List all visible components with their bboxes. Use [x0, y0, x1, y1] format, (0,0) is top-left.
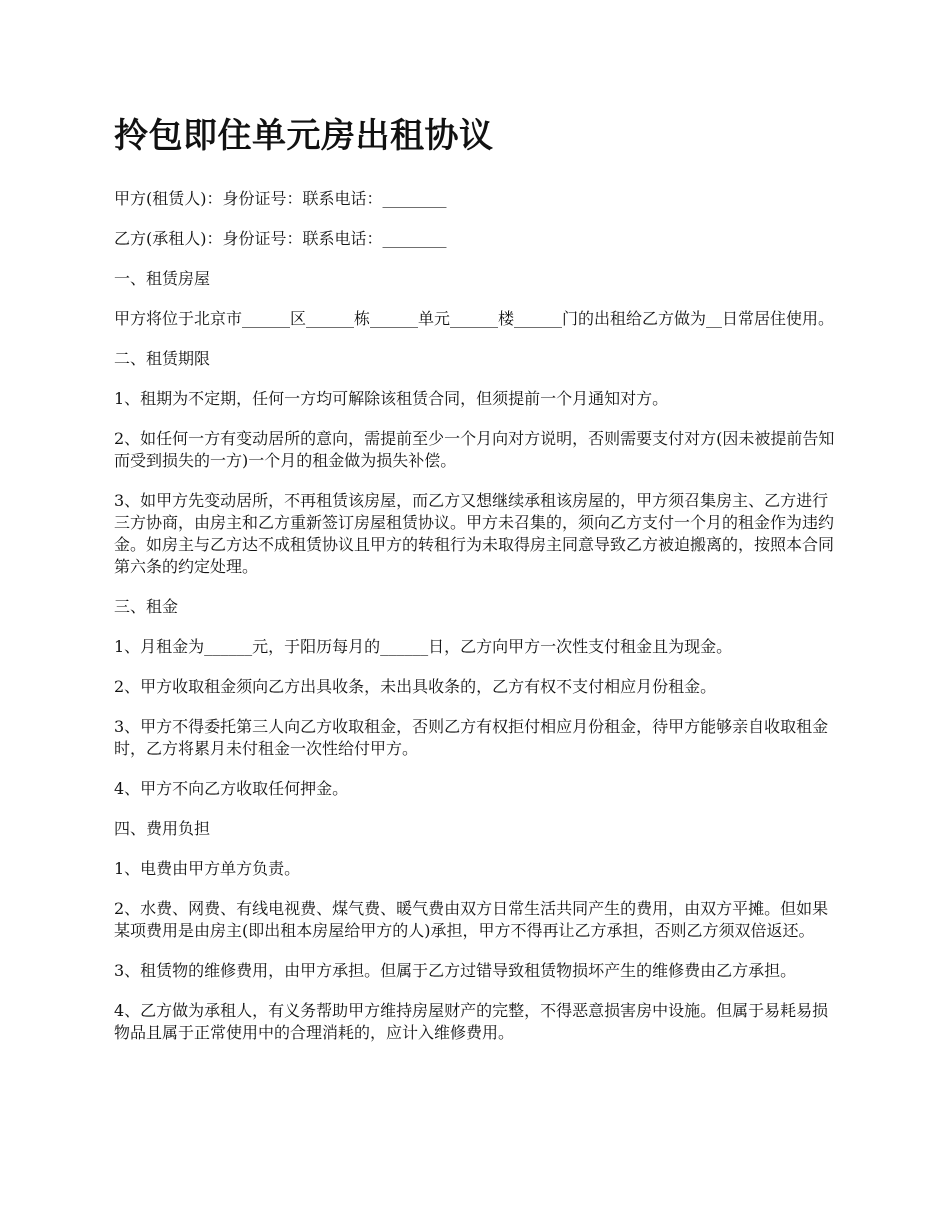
section-heading-premises: 一、租赁房屋 — [114, 269, 211, 288]
rent-clause-1: 1、月租金为______元，于阳历每月的______日，乙方向甲方一次性支付租金且为现金。 — [114, 637, 733, 656]
expense-clause-2: 2、水费、网费、有线电视费、煤气费、暖气费由双方日常生活共同产生的费用，由双方平摊。但如果某项费用是由房主(即出租本房屋给甲方的人)承担，甲方不得再让乙方承担，否则乙方须双倍返还。 — [114, 899, 829, 940]
term-clause-3: 3、如甲方先变动居所，不再租赁该房屋，而乙方又想继续承租该房屋的，甲方须召集房主、乙方进行三方协商，由房主和乙方重新签订房屋租赁协议。甲方未召集的，须向乙方支付一个月的租金作为违约金。如房主与乙方达不成租赁协议且甲方的转租行为未取得房主同意导致乙方被迫搬离的，按照本合同第六条的约定处理。 — [114, 491, 835, 576]
document-page — [114, 112, 844, 1062]
section-heading-rent: 三、租金 — [114, 597, 179, 616]
premises-clause: 甲方将位于北京市______区______栋______单元______楼______门的出租给乙方做为__日常居住使用。 — [114, 309, 835, 328]
rent-clause-3: 3、甲方不得委托第三人向乙方收取租金，否则乙方有权拒付相应月份租金，待甲方能够亲自收取租金时，乙方将累月未付租金一次性给付甲方。 — [114, 717, 829, 758]
expense-clause-3: 3、租赁物的维修费用，由甲方承担。但属于乙方过错导致租赁物损坏产生的维修费由乙方承担。 — [114, 961, 797, 980]
term-clause-2: 2、如任何一方有变动居所的意向，需提前至少一个月向对方说明，否则需要支付对方(因未被提前告知而受到损失的一方)一个月的租金做为损失补偿。 — [114, 429, 835, 470]
party-b-line: 乙方(承租人)：身份证号：联系电话：________ — [114, 229, 447, 248]
rent-clause-2: 2、甲方收取租金须向乙方出具收条，未出具收条的，乙方有权不支付相应月份租金。 — [114, 677, 717, 696]
section-heading-expenses: 四、费用负担 — [114, 819, 211, 838]
section-heading-term: 二、租赁期限 — [114, 349, 211, 368]
expense-clause-4: 4、乙方做为承租人，有义务帮助甲方维持房屋财产的完整，不得恶意损害房中设施。但属于易耗易损物品且属于正常使用中的合理消耗的，应计入维修费用。 — [114, 1001, 829, 1042]
expense-clause-1: 1、电费由甲方单方负责。 — [114, 859, 301, 878]
party-a-line: 甲方(租赁人)：身份证号：联系电话：________ — [114, 189, 447, 208]
document-title: 拎包即住单元房出租协议 — [114, 116, 494, 156]
term-clause-1: 1、租期为不定期，任何一方均可解除该租赁合同，但须提前一个月通知对方。 — [114, 389, 669, 408]
rent-clause-4: 4、甲方不向乙方收取任何押金。 — [114, 779, 349, 798]
